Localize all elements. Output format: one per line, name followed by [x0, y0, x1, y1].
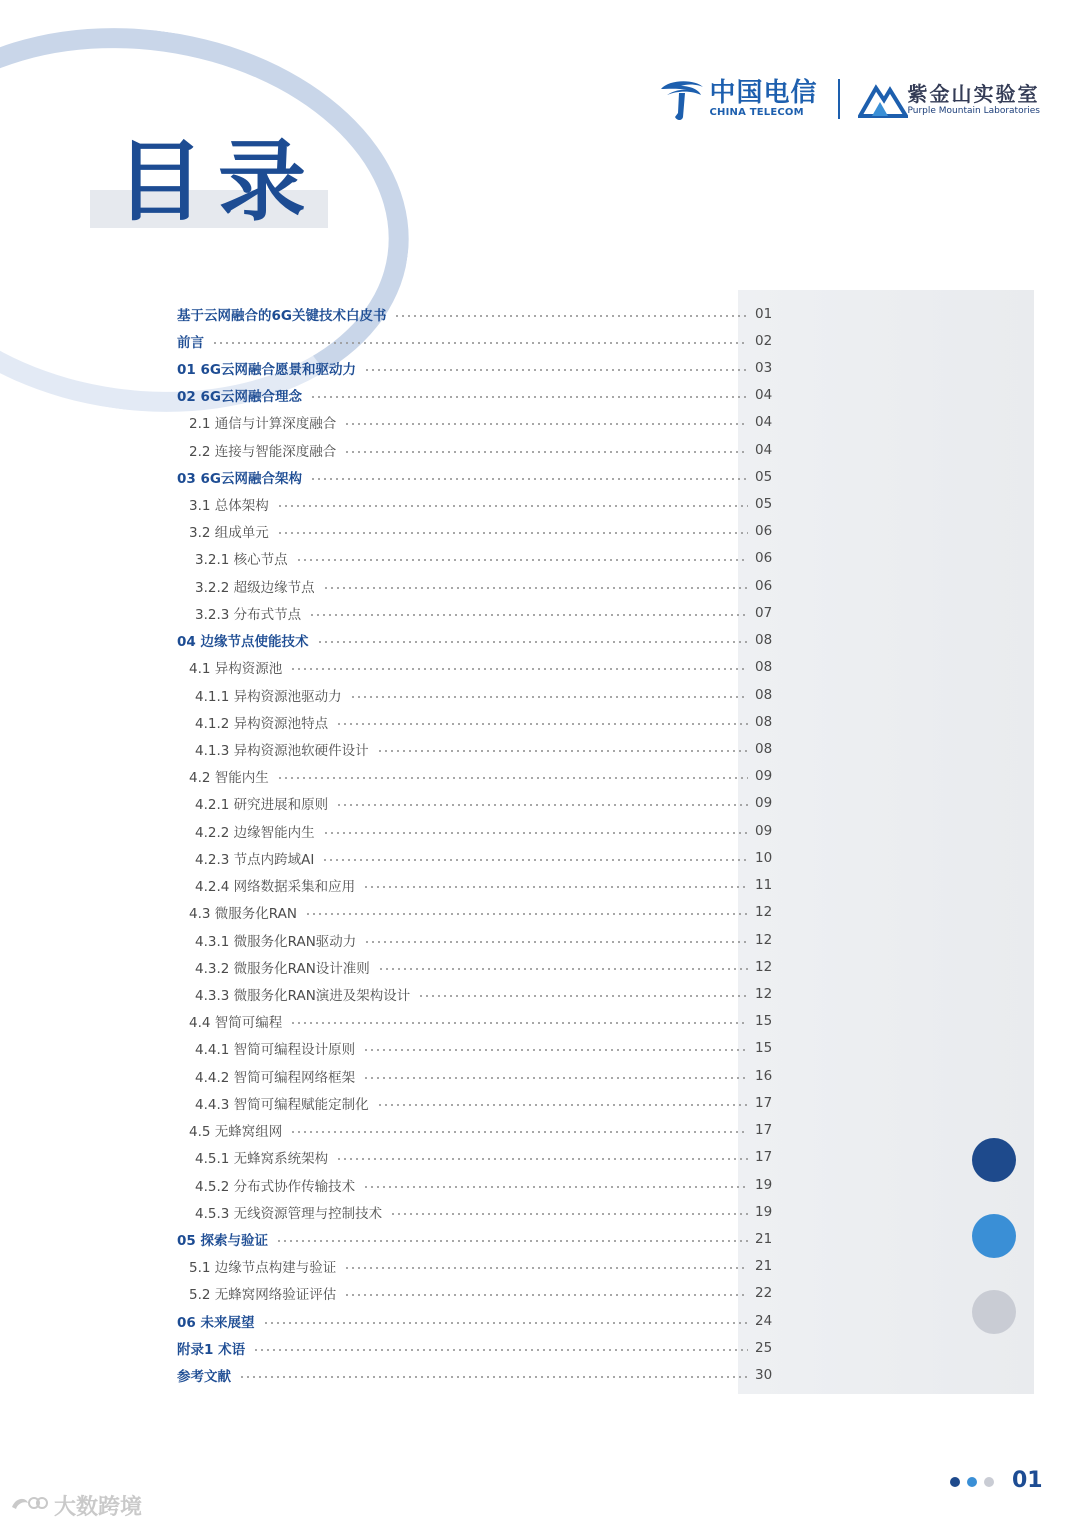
decorative-circle-blue [972, 1214, 1016, 1258]
toc-item-page: 11 [755, 877, 773, 894]
toc-item[interactable] [0, 436, 1080, 463]
toc-item-label: 4.5.1 无蜂窝系统架构 [195, 1151, 329, 1168]
toc-item[interactable] [0, 1280, 1080, 1307]
toc-item-label: 04 边缘节点使能技术 [177, 634, 309, 651]
watermark-text: 大数跨境 [54, 1495, 143, 1520]
toc-item-page: 12 [755, 986, 773, 1002]
toc-item-label: 3.2.3 分布式节点 [195, 606, 302, 623]
pager-dot [950, 1477, 960, 1487]
toc-item[interactable] [0, 844, 1080, 871]
toc-item-label: 参考文献 [177, 1369, 231, 1386]
toc-item-label: 4.4.2 智简可编程网络框架 [195, 1069, 356, 1086]
toc-item-label: 3.2.1 核心节点 [195, 552, 288, 569]
toc-item[interactable] [0, 1334, 1080, 1361]
toc-leader-dots [350, 696, 748, 698]
toc-item-page: 08 [755, 632, 773, 649]
toc-item-page: 08 [755, 659, 773, 676]
toc-leader-dots [363, 886, 748, 888]
toc-leader-dots [212, 342, 748, 344]
page-title: 目录 [116, 130, 321, 233]
toc-leader-dots [344, 451, 748, 453]
toc-leader-dots [310, 478, 748, 480]
toc-item-page: 09 [755, 795, 773, 812]
toc-leader-dots [344, 423, 748, 425]
toc-item-label: 4.3.2 微服务化RAN设计准则 [195, 960, 370, 977]
decorative-circle-dark [972, 1138, 1016, 1182]
toc-item[interactable] [0, 1117, 1080, 1144]
toc-item[interactable] [0, 790, 1080, 817]
toc-item[interactable] [0, 572, 1080, 599]
toc-leader-dots [377, 750, 748, 752]
toc-item[interactable] [0, 899, 1080, 926]
toc-item-page: 04 [755, 387, 773, 404]
toc-item[interactable] [0, 1089, 1080, 1116]
toc-item-label: 4.4.1 智简可编程设计原则 [195, 1042, 356, 1059]
toc-item-label: 4.1 异构资源池 [189, 661, 283, 678]
purple-mountain-icon [858, 80, 908, 118]
toc-item[interactable] [0, 953, 1080, 980]
toc-item-label: 02 6G云网融合理念 [177, 389, 302, 406]
toc-item[interactable] [0, 654, 1080, 681]
toc-item[interactable] [0, 681, 1080, 708]
pager-dot [967, 1477, 977, 1487]
toc-item-page: 05 [755, 468, 773, 485]
toc-item[interactable] [0, 491, 1080, 518]
toc-item-page: 06 [755, 523, 773, 540]
toc-leader-dots [277, 532, 748, 534]
toc-leader-dots [263, 1322, 749, 1324]
toc-leader-dots [394, 315, 748, 317]
toc-item-page: 16 [755, 1067, 773, 1084]
toc-item-label: 3.1 总体架构 [189, 498, 269, 515]
toc-item[interactable] [0, 1062, 1080, 1089]
toc-leader-dots [323, 587, 748, 589]
toc-item-page: 10 [755, 849, 773, 866]
toc-item[interactable] [0, 409, 1080, 436]
toc-item[interactable] [0, 1008, 1080, 1035]
toc-item-label: 4.4 智简可编程 [189, 1015, 283, 1032]
toc-leader-dots [290, 1131, 748, 1133]
toc-item-page: 02 [755, 332, 773, 349]
toc-item-page: 12 [755, 958, 773, 975]
toc-item-label: 前言 [177, 334, 204, 351]
toc-item-label: 4.5 无蜂窝组网 [189, 1124, 283, 1141]
toc-leader-dots [290, 1022, 748, 1024]
toc-leader-dots [363, 1049, 748, 1051]
toc-item-page: 04 [755, 441, 773, 458]
toc-leader-dots [310, 396, 748, 398]
logo-divider [838, 79, 840, 119]
toc-item[interactable] [0, 763, 1080, 790]
toc-item-label: 4.1.1 异构资源池驱动力 [195, 688, 342, 705]
toc-item-label: 4.2.1 研究进展和原则 [195, 797, 329, 814]
purple-mountain-cn: 紫金山实验室 [907, 82, 1040, 106]
toc-leader-dots [418, 995, 748, 997]
pager-dot [984, 1477, 994, 1487]
toc-leader-dots [323, 832, 748, 834]
toc-item-page: 08 [755, 741, 773, 758]
toc-item-page: 21 [755, 1258, 773, 1275]
toc-leader-dots [336, 723, 748, 725]
toc-item-label: 3.2 组成单元 [189, 525, 269, 542]
toc-item-label: 03 6G云网融合架构 [177, 470, 302, 487]
toc-item-label: 2.2 连接与智能深度融合 [189, 443, 337, 460]
toc-leader-dots [377, 1104, 748, 1106]
toc-item-label: 3.2.2 超级边缘节点 [195, 579, 315, 596]
toc-leader-dots [344, 1294, 748, 1296]
toc-leader-dots [277, 505, 748, 507]
toc-item[interactable] [0, 1171, 1080, 1198]
toc-item-page: 24 [755, 1312, 773, 1329]
toc-leader-dots [309, 614, 748, 616]
toc-item-label: 2.1 通信与计算深度融合 [189, 416, 337, 433]
toc-item-page: 12 [755, 931, 773, 948]
toc-item-page: 04 [755, 414, 773, 431]
toc-item[interactable] [0, 1144, 1080, 1171]
toc-item-page: 19 [755, 1203, 773, 1220]
toc-item-page: 15 [755, 1040, 773, 1057]
toc-item-page: 03 [755, 359, 773, 376]
toc-leader-dots [239, 1376, 748, 1378]
toc-leader-dots [276, 1240, 748, 1242]
toc-leader-dots [277, 777, 748, 779]
toc-leader-dots [253, 1349, 748, 1351]
toc-item[interactable] [0, 1035, 1080, 1062]
toc-item[interactable] [0, 708, 1080, 735]
toc-item[interactable] [0, 327, 1080, 354]
purple-mountain-en: Purple Mountain Laboratories [907, 106, 1040, 116]
toc-leader-dots [317, 641, 749, 643]
watermark-logo-icon [8, 1493, 48, 1519]
toc-leader-dots [344, 1267, 748, 1269]
toc-leader-dots [363, 1186, 748, 1188]
toc-item-page: 15 [755, 1013, 773, 1030]
toc-item-label: 4.2 智能内生 [189, 770, 269, 787]
toc-item-label: 基于云网融合的6G关键技术白皮书 [177, 307, 387, 324]
toc-item-label: 05 探索与验证 [177, 1232, 268, 1249]
toc-leader-dots [364, 941, 748, 943]
toc-item-label: 附录1 术语 [177, 1341, 246, 1358]
toc-item[interactable] [0, 872, 1080, 899]
toc-item-label: 4.1.3 异构资源池软硬件设计 [195, 743, 369, 760]
page-number: 01 [1012, 1468, 1043, 1493]
toc-item-page: 17 [755, 1122, 773, 1139]
toc-item-page: 25 [755, 1339, 773, 1356]
toc-item[interactable] [0, 627, 1080, 654]
china-telecom-en: CHINA TELECOM [709, 107, 804, 119]
purple-mountain-logo [858, 80, 1041, 118]
toc-item-label: 4.5.2 分布式协作传输技术 [195, 1178, 356, 1195]
toc-item-label: 4.2.2 边缘智能内生 [195, 824, 315, 841]
china-telecom-logo [655, 77, 817, 121]
toc-item-page: 21 [755, 1230, 773, 1247]
toc-item-page: 09 [755, 822, 773, 839]
toc-item-label: 5.1 边缘节点构建与验证 [189, 1260, 337, 1277]
toc-item-page: 06 [755, 550, 773, 567]
toc-item[interactable] [0, 518, 1080, 545]
toc-leader-dots [336, 1158, 748, 1160]
toc-item-page: 17 [755, 1149, 773, 1166]
toc-item-page: 09 [755, 768, 773, 785]
toc-item-page: 30 [755, 1367, 773, 1384]
toc-item-page: 05 [755, 496, 773, 513]
toc-item-page: 17 [755, 1094, 773, 1111]
toc-item[interactable] [0, 463, 1080, 490]
toc-item-page: 08 [755, 686, 773, 703]
toc-leader-dots [296, 559, 748, 561]
toc-item[interactable] [0, 354, 1080, 381]
toc-item-page: 06 [755, 577, 773, 594]
toc-item[interactable] [0, 545, 1080, 572]
toc-item[interactable] [0, 817, 1080, 844]
pager-dots [950, 1477, 994, 1487]
toc-item-page: 07 [755, 604, 773, 621]
toc-item-page: 22 [755, 1285, 773, 1302]
toc-item-page: 19 [755, 1176, 773, 1193]
toc-item-label: 5.2 无蜂窝网络验证评估 [189, 1287, 337, 1304]
toc-item-label: 4.3.1 微服务化RAN驱动力 [195, 933, 357, 950]
toc-item-label: 01 6G云网融合愿景和驱动力 [177, 361, 356, 378]
toc-item[interactable] [0, 300, 1080, 327]
toc-item-label: 06 未来展望 [177, 1314, 255, 1331]
toc-item[interactable] [0, 599, 1080, 626]
toc-item[interactable] [0, 1198, 1080, 1225]
toc-item-label: 4.5.3 无线资源管理与控制技术 [195, 1205, 383, 1222]
china-telecom-cn: 中国电信 [709, 77, 818, 108]
toc-item-label: 4.1.2 异构资源池特点 [195, 715, 329, 732]
toc-item[interactable] [0, 926, 1080, 953]
toc-item[interactable] [0, 1225, 1080, 1252]
toc-leader-dots [290, 668, 748, 670]
china-telecom-icon [655, 77, 709, 121]
decorative-circle-gray [972, 1290, 1016, 1334]
watermark [8, 1490, 142, 1521]
toc-leader-dots [363, 1077, 748, 1079]
toc-item-label: 4.3.3 微服务化RAN演进及架构设计 [195, 988, 411, 1004]
toc-item-label: 4.4.3 智简可编程赋能定制化 [195, 1096, 369, 1113]
toc-leader-dots [305, 913, 748, 915]
toc-item[interactable] [0, 1362, 1080, 1389]
toc-item-label: 4.3 微服务化RAN [189, 906, 297, 923]
toc-item-label: 4.2.4 网络数据采集和应用 [195, 879, 356, 896]
toc-item[interactable] [0, 736, 1080, 763]
toc-item-page: 12 [755, 904, 773, 921]
toc-leader-dots [378, 968, 748, 970]
toc-leader-dots [390, 1213, 748, 1215]
toc-item[interactable] [0, 382, 1080, 409]
toc-item-label: 4.2.3 节点内跨域AI [195, 851, 315, 868]
toc-item[interactable] [0, 1253, 1080, 1280]
toc-item[interactable] [0, 981, 1080, 1008]
toc-leader-dots [336, 804, 748, 806]
header-logos [655, 74, 1040, 124]
toc-leader-dots [322, 859, 748, 861]
toc-leader-dots [364, 369, 748, 371]
toc-item-page: 08 [755, 713, 773, 730]
toc-item[interactable] [0, 1307, 1080, 1334]
toc-item-page: 01 [755, 305, 773, 322]
